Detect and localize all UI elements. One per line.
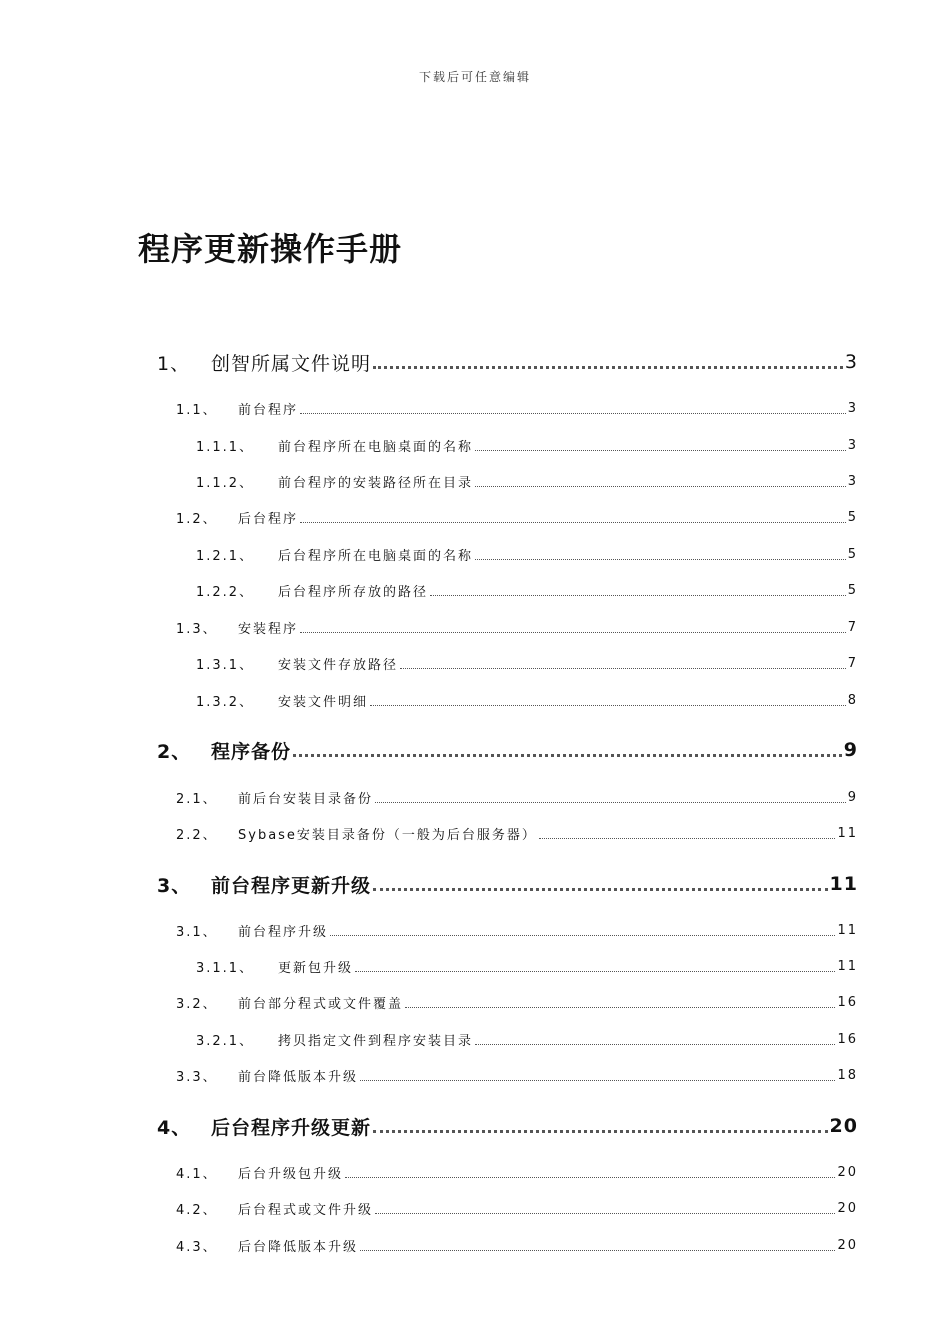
toc-page: 11 <box>829 873 858 895</box>
toc-number: 3.1.1、 <box>196 960 255 976</box>
toc-number: 3.2、 <box>176 996 218 1012</box>
toc-text: 安装文件存放路径 <box>278 657 399 673</box>
toc-leader <box>539 838 836 839</box>
toc-text: 后台程式或文件升级 <box>238 1202 374 1218</box>
toc-number: 3.3、 <box>176 1069 218 1085</box>
toc-leader <box>375 1213 835 1214</box>
toc-page: 9 <box>847 789 858 805</box>
toc-text: 拷贝指定文件到程序安装目录 <box>278 1033 474 1049</box>
toc-entry-1-3[interactable] <box>176 615 858 639</box>
toc-page: 16 <box>837 994 858 1010</box>
toc-leader <box>475 486 846 487</box>
toc-page: 18 <box>837 1067 858 1083</box>
toc-text: 程序备份 <box>211 740 292 763</box>
toc-text: 后台程序升级更新 <box>211 1116 372 1139</box>
document-title: 程序更新操作手册 <box>138 230 403 268</box>
toc-page: 3 <box>847 473 858 489</box>
toc-entry-3-1[interactable] <box>176 918 858 942</box>
toc-number: 1.3、 <box>176 621 218 637</box>
toc-text: 前台降低版本升级 <box>238 1069 359 1085</box>
toc-page: 11 <box>837 825 858 841</box>
toc-text: 前后台安装目录备份 <box>238 791 374 807</box>
toc-number: 1.3.2、 <box>196 694 255 710</box>
toc-number: 1、 <box>157 352 191 375</box>
toc-entry-3-2-1[interactable] <box>196 1027 858 1051</box>
toc-number: 4.3、 <box>176 1239 218 1255</box>
toc-leader <box>330 935 835 936</box>
toc-number: 3.1、 <box>176 924 218 940</box>
toc-text: 前台部分程式或文件覆盖 <box>238 996 404 1012</box>
toc-text: 后台程序所存放的路径 <box>278 584 429 600</box>
toc-page: 5 <box>847 509 858 525</box>
toc-leader <box>373 366 843 369</box>
toc-entry-1[interactable] <box>157 350 858 374</box>
toc-leader <box>300 413 846 414</box>
toc-entry-4-1[interactable] <box>176 1160 858 1184</box>
toc-number: 3.2.1、 <box>196 1033 255 1049</box>
toc-number: 1.1.2、 <box>196 475 255 491</box>
toc-leader <box>475 1044 835 1045</box>
toc-entry-1-1[interactable] <box>176 396 858 420</box>
toc-leader <box>373 1130 828 1133</box>
toc-number: 4.1、 <box>176 1166 218 1182</box>
toc-leader <box>360 1250 835 1251</box>
toc-entry-1-2-1[interactable] <box>196 542 858 566</box>
toc-page: 11 <box>837 958 858 974</box>
toc-text: 后台程序 <box>238 511 299 527</box>
toc-leader <box>300 522 846 523</box>
toc-entry-1-1-2[interactable] <box>196 469 858 493</box>
toc-entry-4-2[interactable] <box>176 1196 858 1220</box>
toc-number: 2.1、 <box>176 791 218 807</box>
toc-number: 3、 <box>157 874 192 897</box>
page-header: 下载后可任意编辑 <box>418 70 531 84</box>
toc-number: 2、 <box>157 740 192 763</box>
toc-entry-1-1-1[interactable] <box>196 433 858 457</box>
toc-entry-3-1-1[interactable] <box>196 954 858 978</box>
toc-page: 7 <box>847 619 858 635</box>
toc-entry-1-2[interactable] <box>176 505 858 529</box>
toc-entry-2-2[interactable] <box>176 821 858 845</box>
toc-entry-1-3-1[interactable] <box>196 651 858 675</box>
toc-page: 16 <box>837 1031 858 1047</box>
toc-text: 后台降低版本升级 <box>238 1239 359 1255</box>
toc-text: Sybase安装目录备份（一般为后台服务器） <box>238 827 537 843</box>
toc-entry-4[interactable] <box>157 1114 858 1138</box>
toc-text: 创智所属文件说明 <box>211 352 372 375</box>
toc-text: 前台程序更新升级 <box>211 874 372 897</box>
toc-leader <box>355 971 835 972</box>
toc-entry-2[interactable] <box>157 738 858 762</box>
toc-page: 20 <box>829 1115 858 1137</box>
toc-text: 安装程序 <box>238 621 299 637</box>
toc-number: 1.2、 <box>176 511 218 527</box>
toc-number: 2.2、 <box>176 827 218 843</box>
toc-leader <box>360 1080 835 1081</box>
toc-entry-2-1[interactable] <box>176 785 858 809</box>
toc-number: 1.3.1、 <box>196 657 255 673</box>
toc-text: 前台程序的安装路径所在目录 <box>278 475 474 491</box>
toc-text: 前台程序 <box>238 402 299 418</box>
toc-page: 20 <box>837 1237 858 1253</box>
toc-leader <box>370 705 846 706</box>
toc-page: 5 <box>847 546 858 562</box>
toc-leader <box>293 754 842 757</box>
toc-leader <box>475 450 846 451</box>
toc-entry-3-3[interactable] <box>176 1063 858 1087</box>
toc-page: 3 <box>847 400 858 416</box>
toc-leader <box>400 668 846 669</box>
toc-entry-1-2-2[interactable] <box>196 578 858 602</box>
toc-number: 1.2.2、 <box>196 584 255 600</box>
toc-entry-3[interactable] <box>157 872 858 896</box>
toc-text: 更新包升级 <box>278 960 354 976</box>
toc-entry-4-3[interactable] <box>176 1233 858 1257</box>
toc-leader <box>300 632 846 633</box>
toc-page: 7 <box>847 655 858 671</box>
toc-text: 前台程序所在电脑桌面的名称 <box>278 439 474 455</box>
toc-page: 3 <box>847 437 858 453</box>
toc-page: 8 <box>847 692 858 708</box>
toc-page: 9 <box>843 739 858 761</box>
toc-number: 1.2.1、 <box>196 548 255 564</box>
toc-text: 前台程序升级 <box>238 924 329 940</box>
toc-entry-1-3-2[interactable] <box>196 688 858 712</box>
toc-leader <box>345 1177 835 1178</box>
toc-page: 20 <box>837 1164 858 1180</box>
toc-entry-3-2[interactable] <box>176 990 858 1014</box>
toc-text: 安装文件明细 <box>278 694 369 710</box>
toc-leader <box>430 595 846 596</box>
toc-text: 后台程序所在电脑桌面的名称 <box>278 548 474 564</box>
toc-number: 4.2、 <box>176 1202 218 1218</box>
toc-leader <box>375 802 846 803</box>
toc-text: 后台升级包升级 <box>238 1166 344 1182</box>
toc-number: 1.1.1、 <box>196 439 255 455</box>
toc-page: 11 <box>837 922 858 938</box>
toc-number: 4、 <box>157 1116 192 1139</box>
toc-page: 20 <box>837 1200 858 1216</box>
toc-page: 3 <box>844 351 858 373</box>
toc-number: 1.1、 <box>176 402 218 418</box>
toc-page: 5 <box>847 582 858 598</box>
toc-leader <box>373 888 828 891</box>
toc-leader <box>405 1007 835 1008</box>
toc-leader <box>475 559 846 560</box>
